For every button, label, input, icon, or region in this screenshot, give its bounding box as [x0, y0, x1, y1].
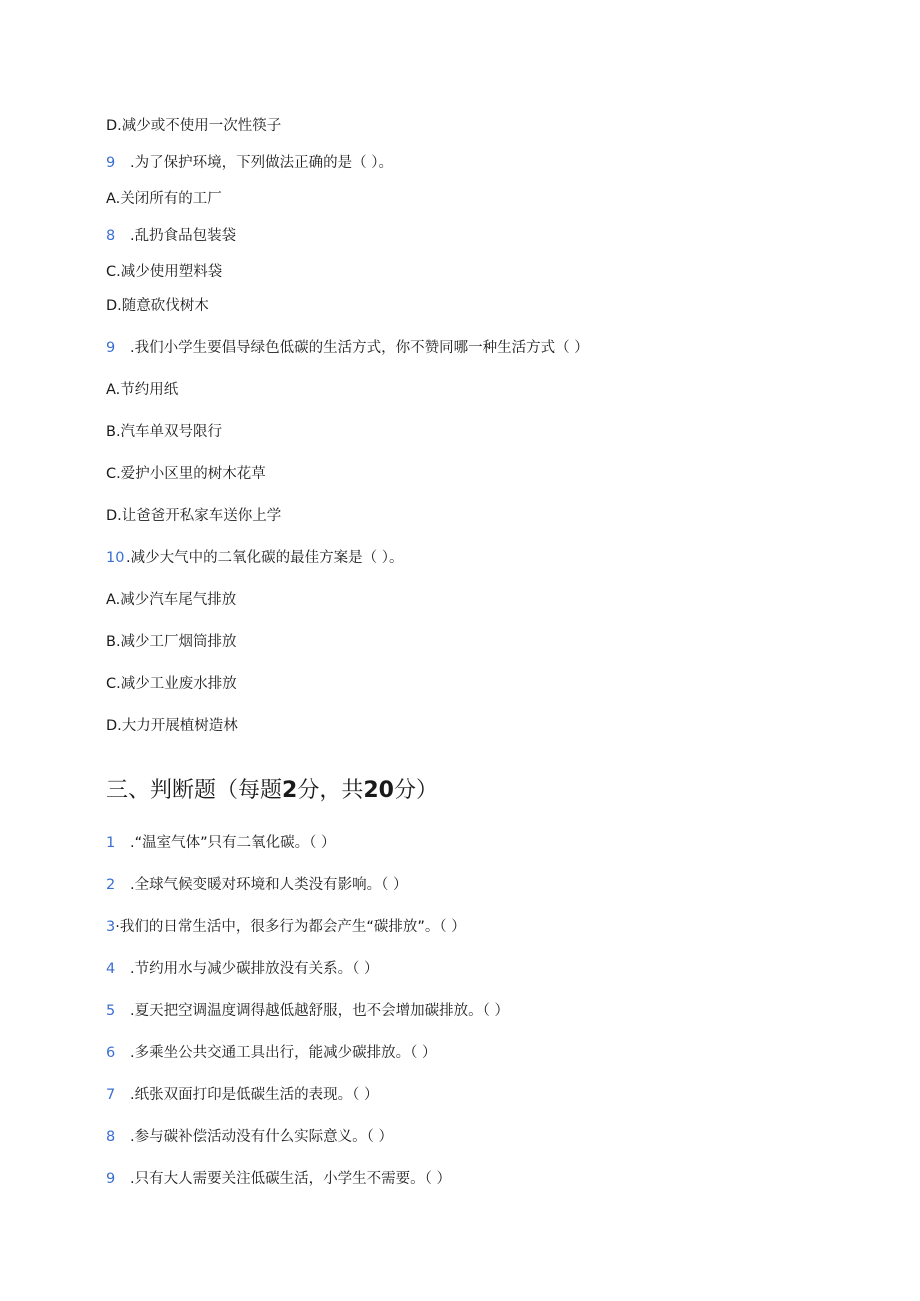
option-line — [106, 296, 209, 316]
option-line — [106, 262, 222, 282]
judgment-number: 3 — [106, 919, 116, 935]
judgment-number: 5 — [106, 1003, 116, 1019]
judgment-number: 6 — [106, 1045, 116, 1061]
line-text: A.减少汽车尾气排放 — [106, 592, 237, 608]
judgment-item — [106, 1001, 509, 1021]
judgment-number: 8 — [106, 1129, 116, 1145]
judgment-number: 7 — [106, 1087, 116, 1103]
option-line — [106, 716, 238, 736]
question-text: .减少大气中的二氧化碳的最佳方案是（ ）。 — [126, 550, 404, 566]
question-text: .为了保护环境，下列做法正确的是（ ）。 — [130, 155, 393, 171]
option-number: 8 — [106, 228, 116, 244]
judgment-item — [106, 917, 466, 937]
judgment-number: 9 — [106, 1171, 116, 1187]
question-line — [106, 548, 403, 568]
judgment-item — [106, 1169, 451, 1189]
heading-mid: 分，共 — [297, 778, 364, 803]
option-line — [106, 380, 178, 400]
heading-points: 2 — [282, 778, 298, 803]
option-line — [106, 674, 237, 694]
judgment-item — [106, 833, 336, 853]
section-heading — [106, 776, 438, 806]
judgment-text: .全球气候变暖对环境和人类没有影响。（ ） — [130, 877, 408, 893]
judgment-text: .多乘坐公共交通工具出行，能减少碳排放。（ ） — [130, 1045, 437, 1061]
option-line — [106, 590, 236, 610]
question-number: 9 — [106, 340, 116, 356]
option-line — [106, 226, 236, 246]
question-line — [106, 153, 393, 173]
question-line — [106, 338, 589, 358]
judgment-text: .夏天把空调温度调得越低越舒服，也不会增加碳排放。（ ） — [130, 1003, 509, 1019]
line-text: A.关闭所有的工厂 — [106, 191, 222, 207]
judgment-number: 2 — [106, 877, 116, 893]
line-text: A.节约用纸 — [106, 382, 179, 398]
line-text: C.减少工业废水排放 — [106, 676, 237, 692]
judgment-number: 1 — [106, 835, 116, 851]
heading-total: 20 — [363, 778, 394, 803]
line-text: D.大力开展植树造林 — [106, 718, 238, 734]
line-text: .乱扔食品包装袋 — [130, 228, 237, 244]
judgment-text: ·我们的日常生活中，很多行为都会产生“碳排放”。（ ） — [115, 919, 466, 935]
judgment-text: .参与碳补偿活动没有什么实际意义。（ ） — [130, 1129, 393, 1145]
line-text: D.随意砍伐树木 — [106, 298, 209, 314]
judgment-text: .“温室气体”只有二氧化碳。（ ） — [130, 835, 336, 851]
heading-suffix: 分） — [393, 778, 438, 803]
line-text: B.减少工厂烟筒排放 — [106, 634, 237, 650]
judgment-item — [106, 875, 407, 895]
judgment-item — [106, 1043, 436, 1063]
option-line — [106, 422, 222, 442]
line-text: D.减少或不使用一次性筷子 — [106, 118, 282, 134]
question-number: 10 — [106, 550, 125, 566]
judgment-item — [106, 959, 378, 979]
judgment-text: .纸张双面打印是低碳生活的表现。（ ） — [130, 1087, 379, 1103]
heading-prefix: 三、判断题（每题 — [106, 778, 283, 803]
judgment-text: .只有大人需要关注低碳生活，小学生不需要。（ ） — [130, 1171, 451, 1187]
option-line — [106, 464, 266, 484]
judgment-item — [106, 1127, 393, 1147]
line-text: C.减少使用塑料袋 — [106, 264, 223, 280]
line-text: B.汽车单双号限行 — [106, 424, 223, 440]
line-text: C.爱护小区里的树木花草 — [106, 466, 266, 482]
question-text: .我们小学生要倡导绿色低碳的生活方式，你不赞同哪一种生活方式（ ） — [130, 340, 589, 356]
option-line — [106, 189, 222, 209]
judgment-number: 4 — [106, 961, 116, 977]
option-line — [106, 116, 281, 136]
option-line — [106, 632, 237, 652]
question-number: 9 — [106, 155, 116, 171]
line-text: D.让爸爸开私家车送你上学 — [106, 508, 282, 524]
judgment-text: .节约用水与减少碳排放没有关系。（ ） — [130, 961, 379, 977]
option-line — [106, 506, 281, 526]
judgment-item — [106, 1085, 378, 1105]
